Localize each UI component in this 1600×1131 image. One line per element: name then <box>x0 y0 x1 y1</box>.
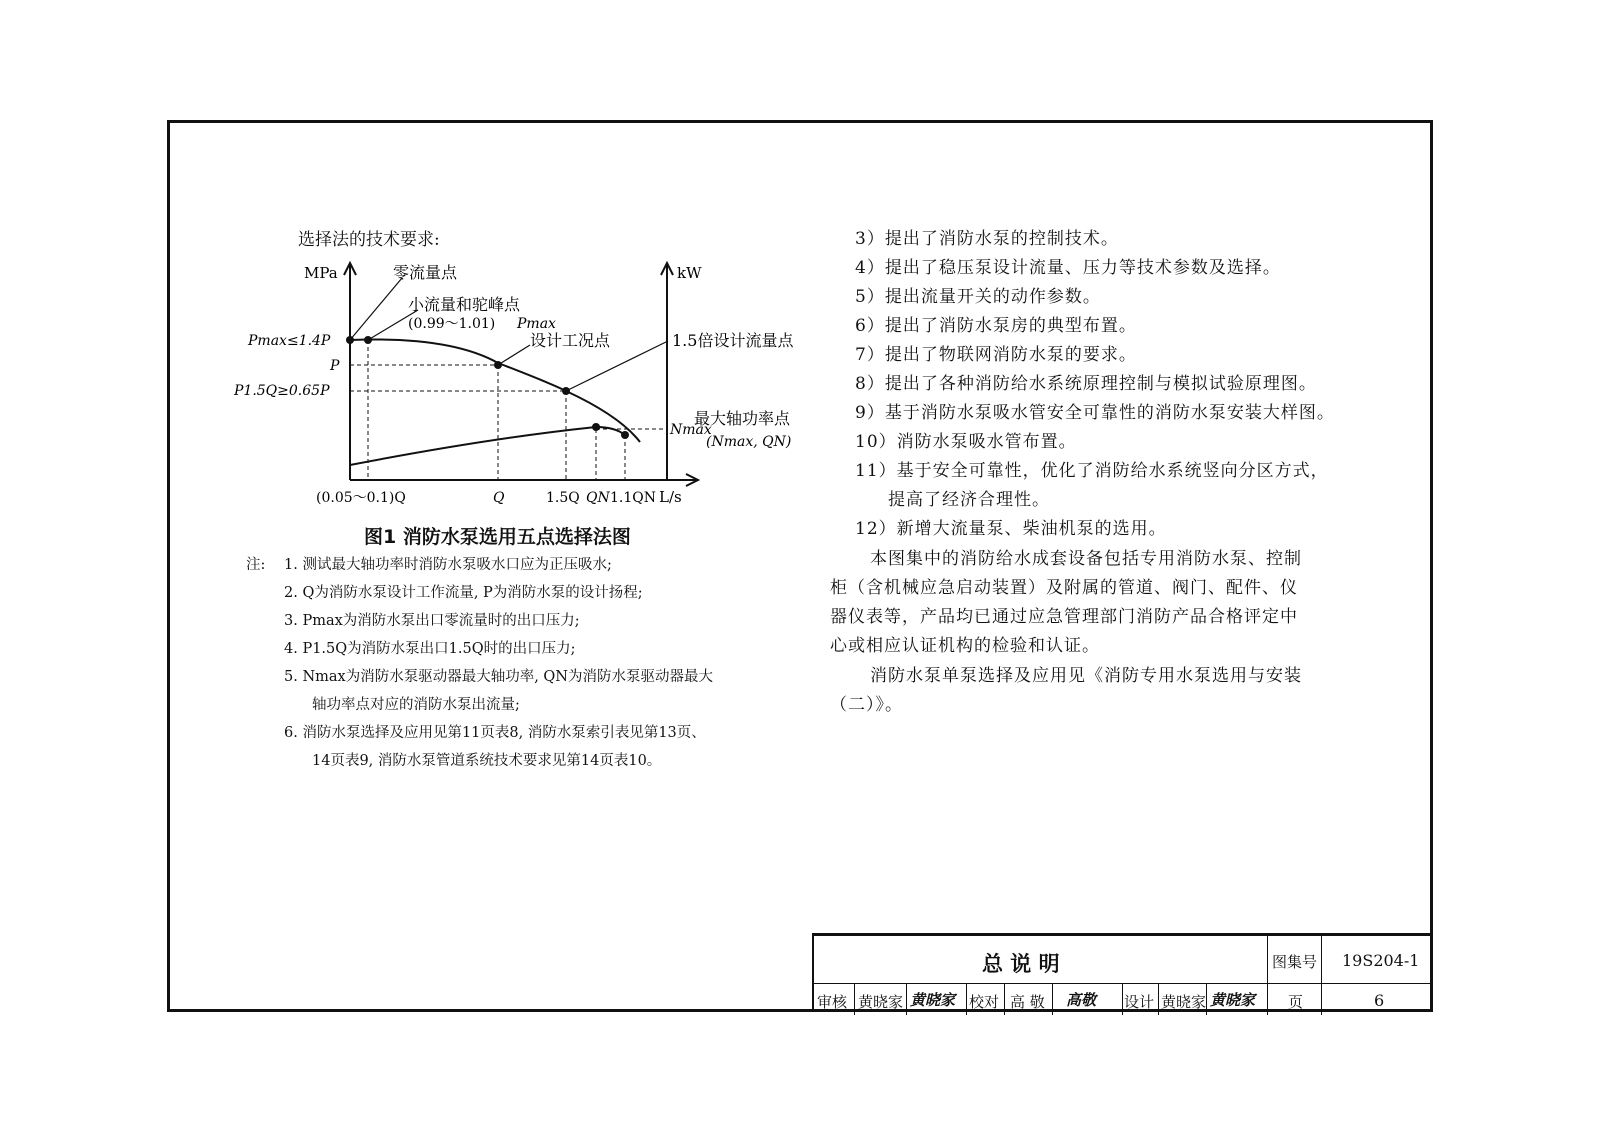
page-no: 6 <box>1374 991 1385 1010</box>
chart-heading: 选择法的技术要求: <box>298 230 440 250</box>
check-label: 校对 <box>969 993 1000 1011</box>
right-item: 3）提出了消防水泵的控制技术。 <box>855 229 1119 249</box>
note-item: 轴功率点对应的消防水泵出流量; <box>312 697 520 713</box>
label-zero-flow: 零流量点 <box>393 263 458 282</box>
review-signature: 黄晓家 <box>910 991 956 1009</box>
sheet-title: 总 说 明 <box>982 952 1060 976</box>
power-curve <box>350 427 625 465</box>
label-max-shaft-2: (Nmax, QN) <box>706 434 792 450</box>
note-item: 5. Nmax为消防水泵驱动器最大轴功率, QN为消防水泵驱动器最大 <box>284 669 713 685</box>
y-label-pmax: Pmax≤1.4P <box>248 333 331 349</box>
right-item: 8）提出了各种消防给水系统原理控制与模拟试验原理图。 <box>855 374 1317 394</box>
point-power-end <box>621 431 629 439</box>
right-item: 9）基于消防水泵吸水管安全可靠性的消防水泵安装大样图。 <box>855 403 1335 423</box>
right-item: 4）提出了稳压泵设计流量、压力等技术参数及选择。 <box>855 258 1281 278</box>
right-item: 7）提出了物联网消防水泵的要求。 <box>855 345 1137 365</box>
design-label: 设计 <box>1124 993 1155 1011</box>
right-item: 11）基于安全可靠性，优化了消防给水系统竖向分区方式， <box>855 461 1329 481</box>
x-label-q: Q <box>493 490 505 506</box>
review-name: 黄晓家 <box>858 993 904 1011</box>
right-item: 5）提出流量开关的动作参数。 <box>855 287 1101 307</box>
x-label-qn: QN <box>586 490 610 506</box>
check-name: 高 敬 <box>1010 993 1045 1011</box>
leader-zero-flow <box>350 278 402 340</box>
nmax-label: Nmax <box>670 422 712 438</box>
right-item: 10）消防水泵吸水管布置。 <box>855 432 1077 452</box>
note-item: 3. Pmax为消防水泵出口零流量时的出口压力; <box>284 613 580 629</box>
page-label: 页 <box>1288 993 1304 1011</box>
x-label-15q: 1.5Q <box>546 490 580 506</box>
note-item: 4. P1.5Q为消防水泵出口1.5Q时的出口压力; <box>284 641 576 657</box>
note-item: 1. 测试最大轴功率时消防水泵吸水口应为正压吸水; <box>284 557 612 573</box>
label-small-flow-pmax: Pmax <box>517 316 556 332</box>
design-name: 黄晓家 <box>1161 993 1207 1011</box>
check-signature: 高敬 <box>1066 991 1097 1009</box>
label-150: 1.5倍设计流量点 <box>672 331 794 350</box>
y-label-p: P <box>330 358 340 374</box>
label-small-flow-1: 小流量和驼峰点 <box>408 295 521 314</box>
atlas-no-label: 图集号 <box>1272 953 1318 971</box>
pump-selection-chart <box>230 258 830 518</box>
point-max-shaft <box>592 423 600 431</box>
notes-prefix: 注: <box>246 557 266 573</box>
right-item: 心或相应认证机构的检验和认证。 <box>830 636 1100 656</box>
right-item: 器仪表等，产品均已通过应急管理部门消防产品合格评定中 <box>830 607 1298 627</box>
label-design-point: 设计工况点 <box>530 331 611 350</box>
y-label-p15: P1.5Q≥0.65P <box>234 383 330 399</box>
y-left-unit: MPa <box>304 264 338 282</box>
title-block <box>812 933 1433 1012</box>
y-right-unit: kW <box>677 264 702 282</box>
right-item: 本图集中的消防给水成套设备包括专用消防水泵、控制 <box>870 549 1302 569</box>
note-item: 14页表9, 消防水泵管道系统技术要求见第14页表10。 <box>312 753 662 769</box>
leader-design <box>498 345 530 365</box>
label-small-flow-2: (0.99～1.01) <box>408 316 496 332</box>
label-max-shaft-1: 最大轴功率点 <box>694 409 791 428</box>
chart-caption: 图1 消防水泵选用五点选择法图 <box>364 526 631 548</box>
right-item: 消防水泵单泵选择及应用见《消防专用水泵选用与安装 <box>870 666 1302 686</box>
right-item: 柜（含机械应急启动装置）及附属的管道、阀门、配件、仪 <box>830 578 1298 598</box>
x-label-11qn: 1.1QN <box>610 490 656 506</box>
atlas-no: 19S204-1 <box>1342 951 1420 970</box>
right-item: 提高了经济合理性。 <box>888 490 1050 510</box>
right-item: （二）》。 <box>830 695 903 715</box>
right-item: 12）新增大流量泵、柴油机泵的选用。 <box>855 519 1167 539</box>
x-label-small: (0.05～0.1)Q <box>316 490 406 506</box>
note-item: 6. 消防水泵选择及应用见第11页表8, 消防水泵索引表见第13页、 <box>284 725 706 741</box>
review-label: 审核 <box>817 993 848 1011</box>
right-item: 6）提出了消防水泵房的典型布置。 <box>855 316 1137 336</box>
design-signature: 黄晓家 <box>1210 991 1256 1009</box>
x-unit: L/s <box>659 488 682 506</box>
note-item: 2. Q为消防水泵设计工作流量, P为消防水泵的设计扬程; <box>284 585 643 601</box>
